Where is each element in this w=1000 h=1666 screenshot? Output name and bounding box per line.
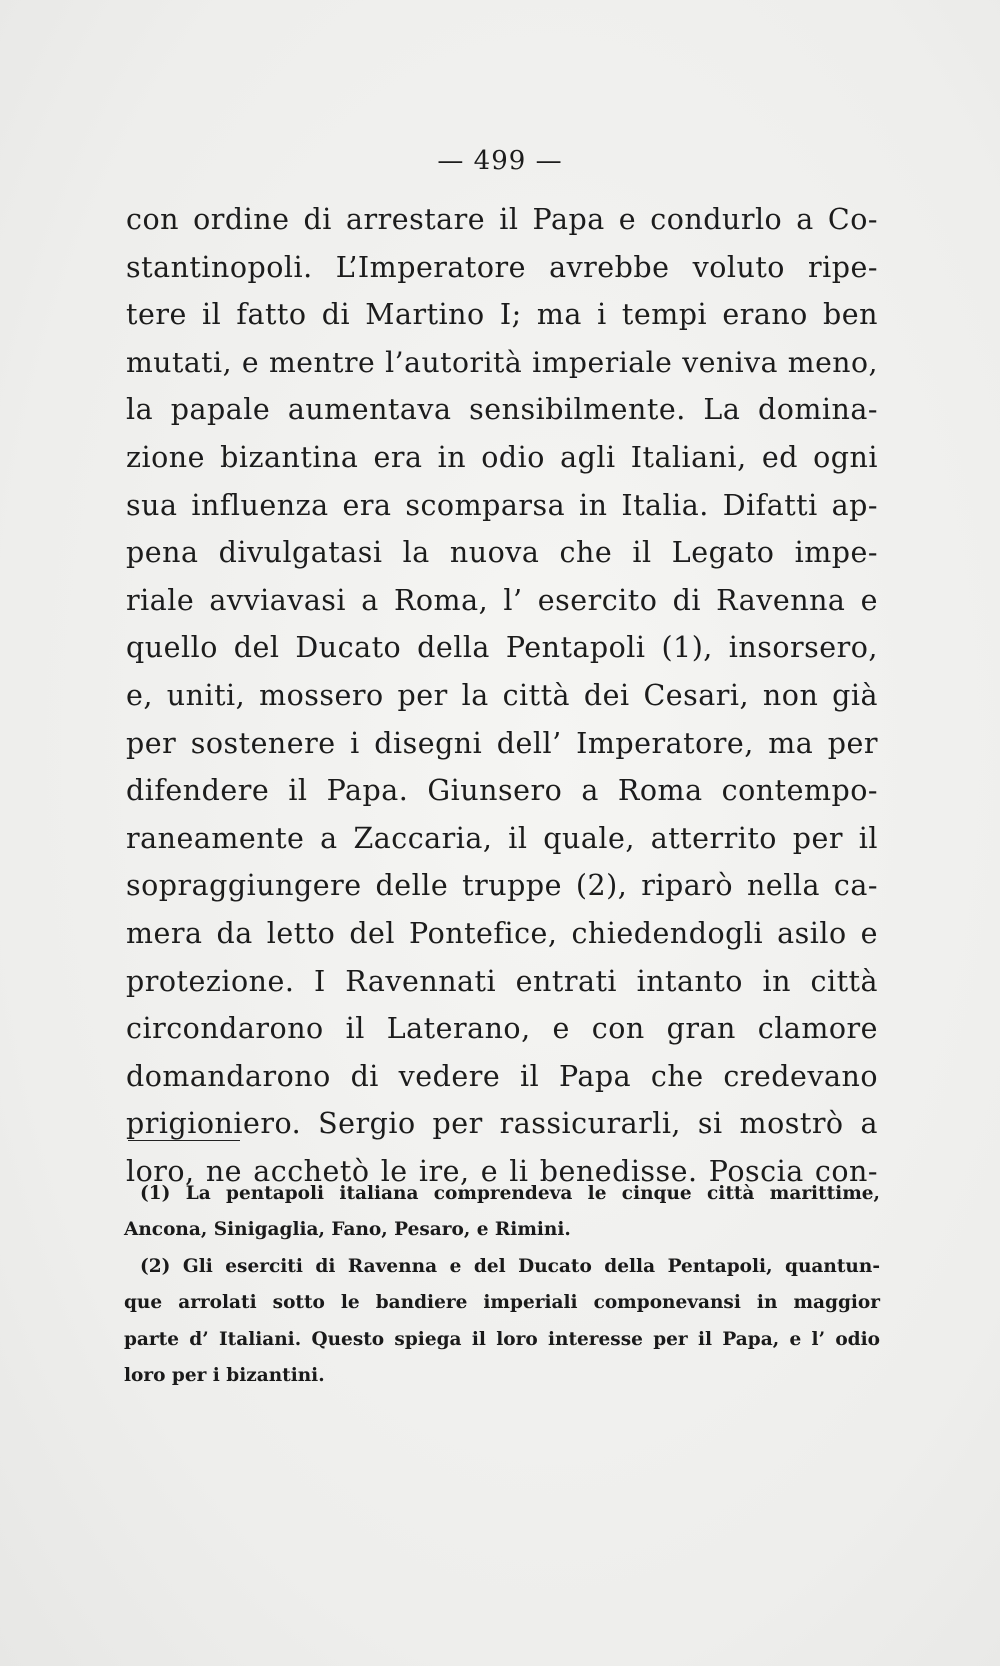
text-line: tere il fatto di Martino I; ma i tempi erano ben — [126, 298, 878, 332]
text-line: e, uniti, mossero per la città dei Cesari, non già — [126, 678, 878, 712]
page-number: — 499 — — [437, 146, 563, 176]
footnote-line: que arrolati sotto le bandiere imperiali componevansi in maggior — [124, 1292, 880, 1314]
footnote-2 — [124, 1249, 880, 1395]
text-line: sopraggiungere delle truppe (2), riparò nella ca- — [126, 869, 878, 903]
footnote-line: (1) La pentapoli italiana comprendeva le cinque città marittime, — [140, 1183, 880, 1204]
text-line: con ordine di arrestare il Papa e condurlo a Co- — [126, 203, 878, 236]
text-line: la papale aumentava sensibilmente. La domina- — [126, 393, 878, 427]
text-line: riale avviavasi a Roma, l’ esercito di Ravenna e — [126, 583, 878, 617]
text-line: per sostenere i disegni dell’ Imperatore, ma per — [126, 726, 878, 760]
text-line: circondarono il Laterano, e con gran clamore — [126, 1012, 878, 1046]
text-line: mera da letto del Pontefice, chiedendogli asilo e — [126, 916, 878, 950]
footnote-line: parte d’ Italiani. Questo spiega il loro interesse per il Papa, e l’ odio — [124, 1328, 880, 1350]
footnote-line: (2) Gli eserciti di Ravenna e del Ducato della Pentapoli, quantun- — [140, 1255, 880, 1277]
text-line: stantinopoli. L’Imperatore avrebbe voluto ripe- — [126, 250, 878, 284]
text-line: mutati, e mentre l’autorità imperiale veniva meno, — [126, 345, 878, 379]
text-line: quello del Ducato della Pentapoli (1), insorsero, — [126, 631, 878, 665]
footnote-divider — [128, 1140, 240, 1141]
footnotes — [124, 1176, 880, 1394]
footnote-line: loro per i bizantini. — [124, 1364, 325, 1386]
footnote-line: Ancona, Sinigaglia, Fano, Pesaro, e Rimini. — [124, 1219, 571, 1241]
text-line: loro, ne acchetò le ire, e li benedisse. Poscia con- — [126, 1154, 878, 1188]
footnote-1 — [124, 1176, 880, 1249]
text-line: pena divulgatasi la nuova che il Legato impe- — [126, 536, 878, 570]
text-line: protezione. I Ravennati entrati intanto in città — [126, 964, 878, 998]
body-text — [126, 196, 878, 1195]
text-line: domandarono di vedere il Papa che credevano — [126, 1059, 878, 1093]
text-line: raneamente a Zaccaria, il quale, atterrito per il — [126, 821, 878, 855]
text-line: zione bizantina era in odio agli Italiani, ed ogni — [126, 440, 878, 474]
text-line: sua influenza era scomparsa in Italia. Difatti ap- — [126, 488, 878, 522]
text-line: prigioniero. Sergio per rassicurarli, si mostrò a — [126, 1107, 878, 1141]
text-line: difendere il Papa. Giunsero a Roma contempo- — [126, 774, 878, 808]
